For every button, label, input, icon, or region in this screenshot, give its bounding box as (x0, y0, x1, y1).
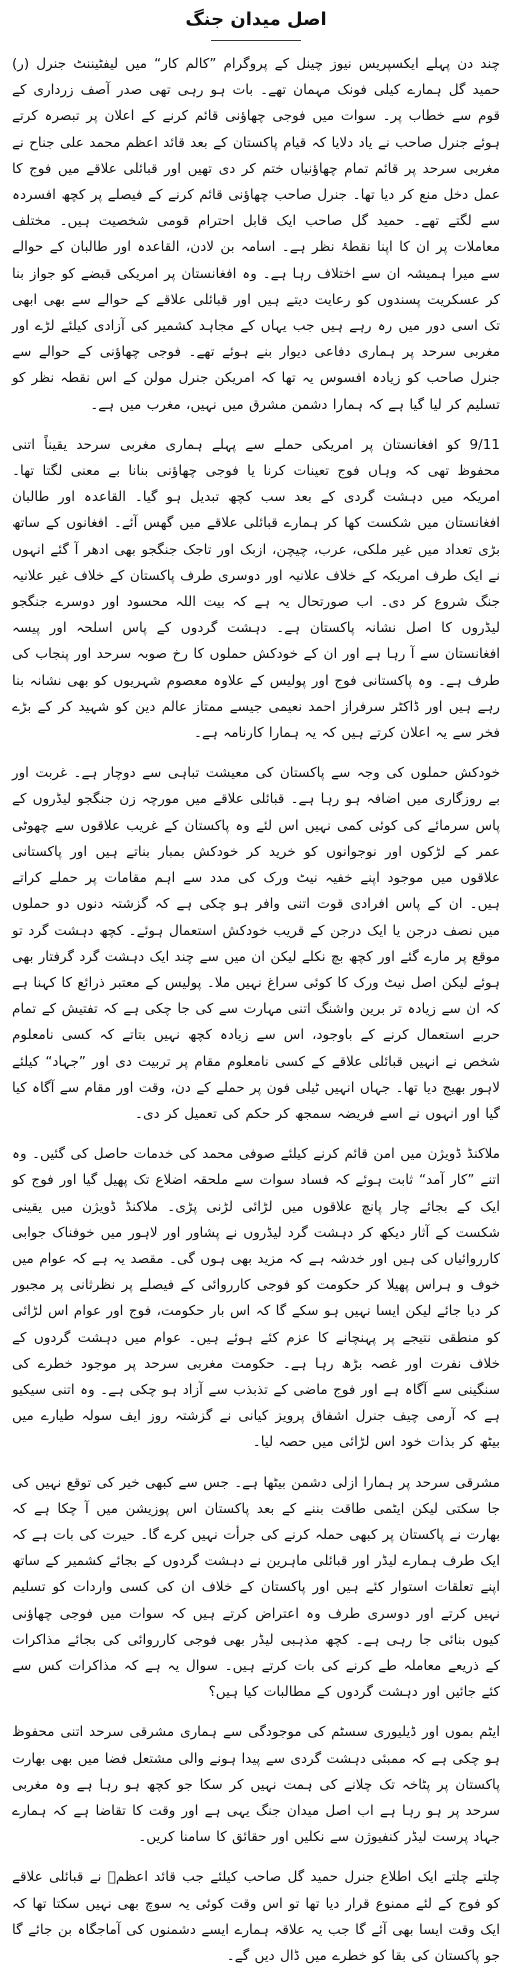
article-paragraph: چلتے چلتے ایک اطلاع جنرل حمید گل صاحب کیلئے جب قائد اعظمؒ نے قبائلی علاقے کو فوج کے لئے ممنوع قرار دیا تھا تو اس وقت کوئی یہ سوچ بھی نہیں سکتا تھا کہ ایک وقت ایسا بھی آئے گا جب یہ علاقہ ہمارے ایسے دشمنوں کی آماجگاہ بن جائے گا جو پاکستان کی بقا کو خطرے میں ڈال دیں گے۔ (12, 1869, 500, 1965)
article-title: اصل میدان جنگ (185, 9, 327, 30)
article-paragraph: خودکش حملوں کی وجہ سے پاکستان کی معیشت تباہی سے دوچار ہے۔ غربت اور بے روزگاری میں اضافہ ہو رہا ہے۔ قبائلی علاقے میں مورچہ زن جنگجو لیڈروں کے پاس سرمائے کی کوئی کمی نہیں اس لئے وہ پاکستان کے غریب علاقوں سے چھوٹی عمر کے لڑکوں اور نوجوانوں کو خرید کر خودکش بمبار بناتے ہیں اور پاکستانی علاقوں میں موجود اپنے خفیہ نیٹ ورک کی مدد سے اہم مقامات پر حملے کراتے ہیں۔ ان کے پاس افرادی قوت اتنی وافر ہو چکی ہے کہ گزشتہ دنوں دو حملوں میں نصف درجن یا ایک درجن کے قریب خودکش استعمال ہوئے۔ کچھ دہشت گرد تو موقع پر مارے گئے اور کچھ بچ نکلے لیکن ان میں سے چند ایک دہشت گرد گرفتار بھی ہوئے لیکن اصل نیٹ ورک کا کوئی سراغ نہیں ملا۔ پولیس کے معتبر ذرائع کا کہنا ہے کہ ان سے زیادہ تر برین واشنگ اتنی مہارت سے کی جا چکی ہے کہ تفتیش کے تمام حربے استعمال کرنے کے باوجود، اس سے زیادہ کچھ نہیں بتاتے کہ کسی نامعلوم شخص نے انہیں قبائلی علاقے کے کسی نامعلوم مقام پر تربیت دی اور ”جہاد“ کیلئے لاہور بھیج دیا تھا۔ جہاں انہیں ٹیلی فون پر حملے کے دن، وقت اور مقام سے آگاہ کیا گیا اور انہوں نے اسے فریضہ سمجھ کر حکم کی تعمیل کر دی۔ (12, 765, 500, 1122)
article-paragraph: مشرقی سرحد پر ہمارا ازلی دشمن بیٹھا ہے۔ جس سے کبھی خیر کی توقع نہیں کی جا سکتی لیکن ایٹمی طاقت بننے کے بعد پاکستان اس پوزیشن میں آ چکا ہے کہ بھارت نے پاکستان پر کبھی حملہ کرنے کی جرأت نہیں کرے گا۔ حیرت کی بات ہے کہ ایک طرف ہمارے لیڈر اور قبائلی ماہرین نے دہشت گردوں کے بجائے کشمیر کے ساتھ اپنے تعلقات استوار کئے ہیں اور پاکستان کے خلاف ان کی کسی واردات کو تسلیم نہیں کرتے اور دوسری طرف وہ اعتراض کرتے ہیں کہ سوات میں فوجی چھاؤنی کیوں بنائی جا رہی ہے۔ کچھ مذہبی لیڈر بھی فوجی کارروائی کی بجائے مذاکرات کے ذریعے معاملہ طے کرنے کی بات کرتے ہیں۔ سوال یہ ہے کہ مذاکرات کس سے کئے جائیں اور دہشت گردوں کے مطالبات کیا ہیں؟ (12, 1474, 500, 1701)
title-underline (211, 40, 301, 41)
article-paragraph: چند دن پہلے ایکسپریس نیوز چینل کے پروگرام ”کالم کار“ میں لیفٹیننٹ جنرل (ر) حمید گل ہمارے کیلی فونک مہمان تھے۔ بات ہو رہی تھی صدر آصف زرداری کے قوم سے خطاب پر۔ سوات میں فوجی چھاؤنی قائم کرنے کے اعلان پر تبصرہ کرتے ہوئے جنرل صاحب نے یاد دلایا کہ قیام پاکستان کے بعد قائد اعظم محمد علی جناح نے مغربی سرحد پر قائم تمام چھاؤنیاں ختم کر دی تھیں اور قبائلی علاقے میں فوج کا عمل دخل منع کر دیا تھا۔ جنرل صاحب چھاؤنی قائم کرنے کے فیصلے پر کچھ افسردہ سے لگتے تھے۔ حمید گل صاحب ایک قابل احترام قومی شخصیت ہیں۔ مختلف معاملات پر ان کا اپنا نقطۂ نظر ہے۔ اسامہ بن لادن، القاعدہ اور طالبان کے حوالے سے میرا ہمیشہ ان سے اختلاف رہا ہے۔ وہ افغانستان پر امریکی قبضے کو جواز بنا کر عسکریت پسندوں کو رعایت دیتے ہیں اور قبائلی علاقے کے حوالے سے بھی ابھی تک اسی دور میں رہ رہے ہیں جب یہاں کے مجاہد کشمیر کی آزادی کیلئے لڑے اور مغربی سرحد پر ہماری دفاعی دیوار بنے ہوئے تھے۔ فوجی چھاؤنی کے حوالے سے جنرل صاحب کو زیادہ افسوس یہ تھا کہ امریکن جنرل مولن کے اس نقطہ نظر کو تسلیم کر لیا گیا ہے کہ ہمارا دشمن مشرق میں نہیں، مغرب میں ہے۔ (12, 56, 500, 413)
article-paragraph: 9/11 کو افغانستان پر امریکی حملے سے پہلے ہماری مغربی سرحد یقیناً اتنی محفوظ تھی کہ وہاں فوج تعینات کرنا یا فوجی چھاؤنی بنانا بے معنی لگتا تھا۔ امریکہ میں دہشت گردی کے بعد سب کچھ تبدیل ہو گیا۔ القاعدہ اور طالبان افغانستان میں شکست کھا کر ہمارے قبائلی علاقے میں گھس آئے۔ افغانوں کے ساتھ بڑی تعداد میں غیر ملکی، عرب، چیچن، ازبک اور تاجک جنگجو بھی ادھر آ گئے انہوں نے ایک طرف امریکہ کے خلاف علانیہ اور دوسری طرف پاکستان کے خلاف غیر علانیہ جنگ شروع کر دی۔ اب صورتحال یہ ہے کہ بیت اللہ محسود اور دوسرے جنگجو لیڈروں کا اصل نشانہ پاکستان ہے۔ دہشت گردوں کے پاس اسلحہ اور پیسہ افغانستان سے آ رہا ہے اور ان کے خودکش حملوں کا رخ صوبہ سرحد اور پنجاب کی طرف ہے۔ وہ پاکستانی فوج اور پولیس کے علاوہ معصوم شہریوں کو بھی نشانہ بنا رہے ہیں اور ڈاکٹر سرفراز احمد نعیمی جیسے ممتاز عالم دین کو شہید کر کے بڑے فخر سے یہ اعلان کرتے ہیں کہ یہ ہمارا کارنامہ ہے۔ (12, 436, 500, 742)
article-paragraph: ایٹم بموں اور ڈیلیوری سسٹم کی موجودگی سے ہماری مشرقی سرحد اتنی محفوظ ہو چکی ہے کہ ممبئی دہشت گردی سے پیدا ہونے والی مشتعل فضا میں بھی بھارت پاکستان پر پٹاخہ تک چلانے کی ہمت نہیں کر سکا جو کچھ ہو رہا ہے وہ مغربی سرحد پر ہو رہا ہے اب اصل میدان جنگ یہی ہے اور وقت کا تقاضا ہے کہ ہمارے جہاد پرست لیڈر کنفیوژن سے نکلیں اور حقائق کا سامنا کریں۔ (12, 1724, 500, 1846)
article-paragraph: ملاکنڈ ڈویژن میں امن قائم کرنے کیلئے صوفی محمد کی خدمات حاصل کی گئیں۔ وہ اتنے ”کار آمد“ ثابت ہوئے کہ فساد سوات سے ملحقہ اضلاع تک پھیل گیا اور فوج کو ایک کے بجائے چار پانچ علاقوں میں لڑائی لڑنی پڑی۔ ملاکنڈ ڈویژن میں یقینی شکست کے آثار دیکھ کر دہشت گرد لیڈروں نے پشاور اور لاہور میں خوفناک جوابی کارروائیاں کی ہیں اور خدشہ ہے کہ مزید بھی ہوں گی۔ مقصد یہ ہے کہ عوام میں خوف و ہراس پھیلا کر حکومت کو فوجی کارروائی کے فیصلے پر نظرثانی پر مجبور کر دیا جائے لیکن ایسا نہیں ہو سکے گا کہ اس بار حکومت، فوج اور عوام اس لڑائی کو منطقی نتیجے پر پہنچانے کا عزم کئے ہوئے ہیں۔ عوام میں دہشت گردوں کے خلاف نفرت اور غصہ بڑھ رہا ہے۔ حکومت مغربی سرحد پر موجود خطرے کی سنگینی سے آگاہ ہے اور فوج ماضی کے تذبذب سے آزاد ہو چکی ہے۔ وہ اتنی سیکیو ہے کہ آرمی چیف جنرل اشفاق پرویز کیانی نے گزشتہ روز ایف سولہ طیارے میں بیٹھ کر بذات خود اس لڑائی میں حصہ لیا۔ (12, 1146, 500, 1451)
